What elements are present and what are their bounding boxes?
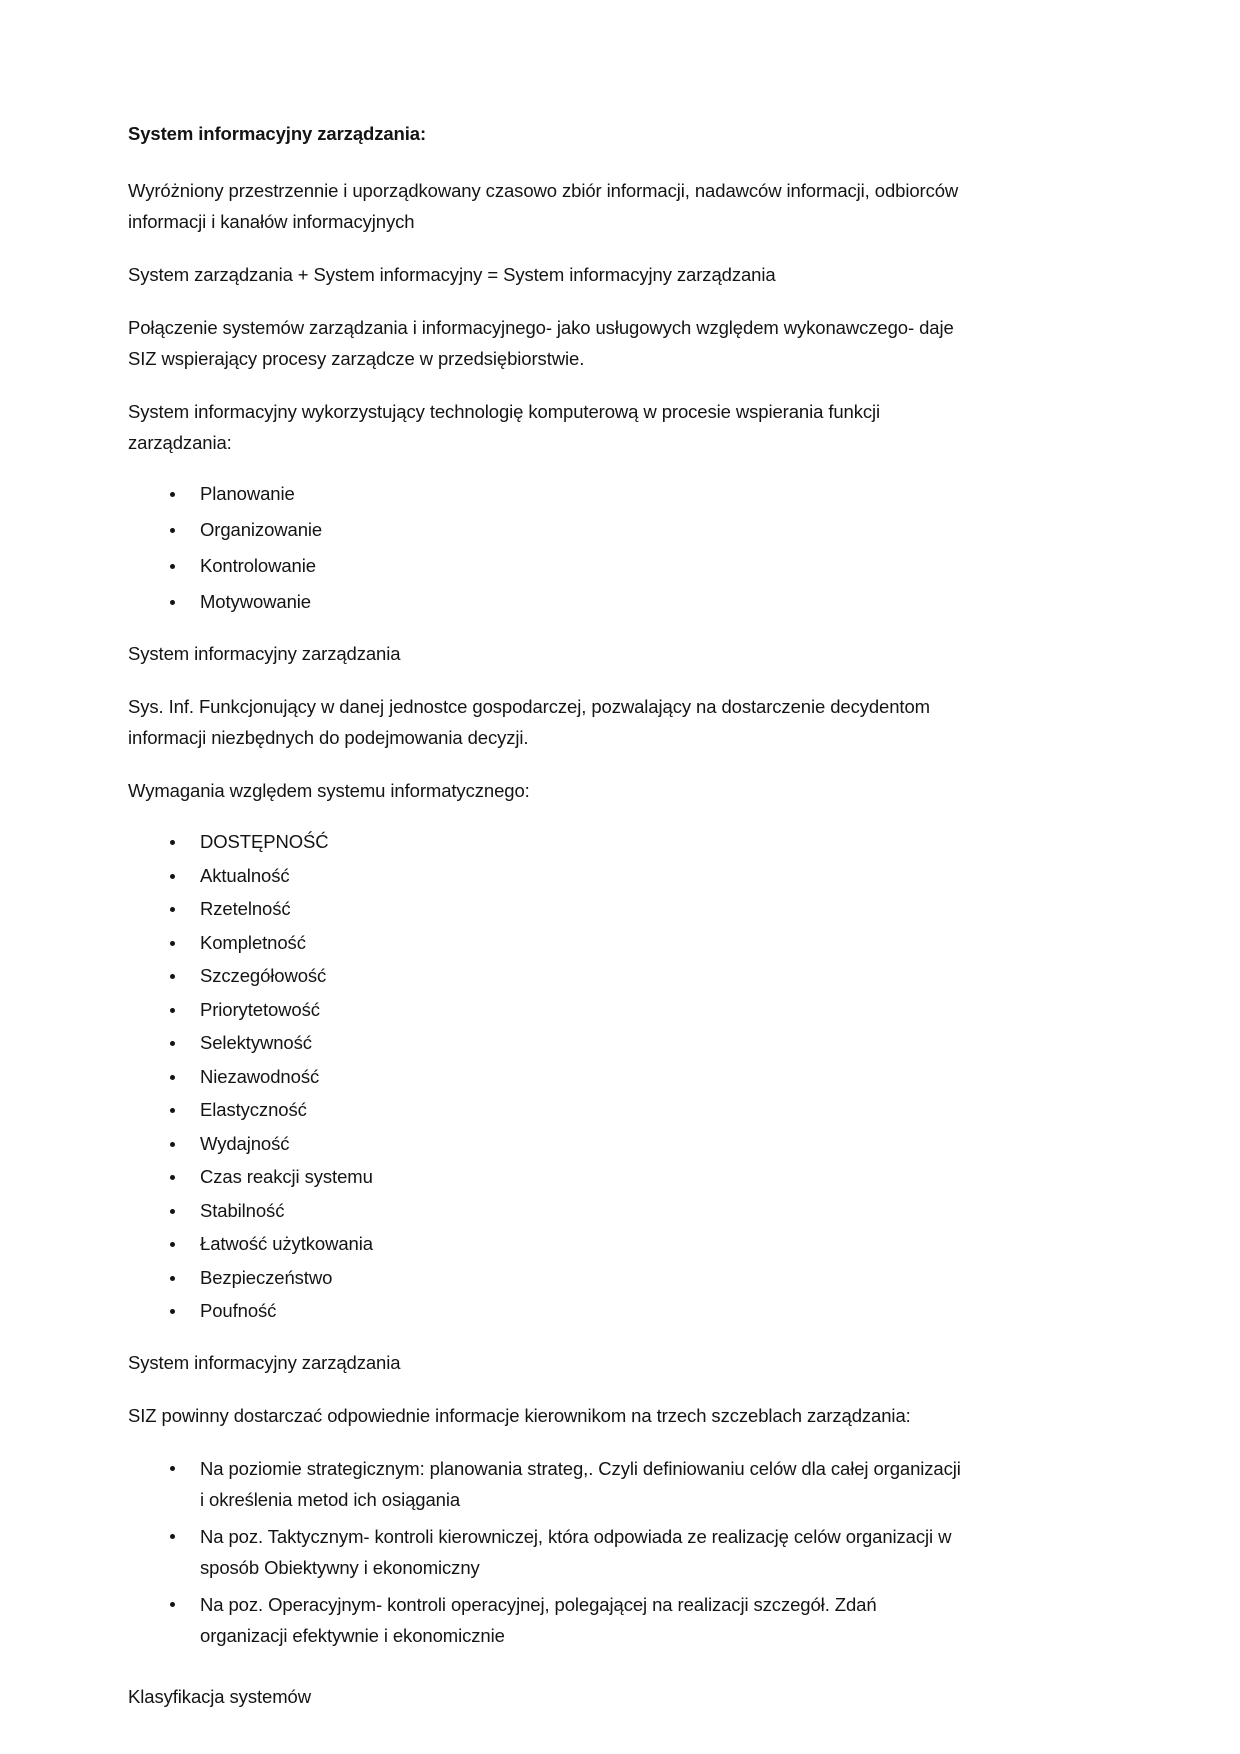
list-item: Elastyczność bbox=[128, 1096, 968, 1124]
requirements-list bbox=[128, 828, 968, 1325]
list-item: Czas reakcji systemu bbox=[128, 1163, 968, 1191]
list-item: Łatwość użytkowania bbox=[128, 1230, 968, 1258]
list-item: Organizowanie bbox=[128, 516, 968, 544]
list-item: Poufność bbox=[128, 1297, 968, 1325]
list-item: Selektywność bbox=[128, 1029, 968, 1057]
list-item: Aktualność bbox=[128, 862, 968, 890]
management-functions-list bbox=[128, 480, 968, 616]
list-item: DOSTĘPNOŚĆ bbox=[128, 828, 968, 856]
list-item: Na poz. Taktycznym- kontroli kierowniczej, która odpowiada ze realizację celów organizacji w sposób Obiektywny i ekonomiczny bbox=[128, 1521, 968, 1583]
list-item: Priorytetowość bbox=[128, 996, 968, 1024]
connection-paragraph: Połączenie systemów zarządzania i informacyjnego- jako usługowych względem wykonawczego- daje SIZ wspierający procesy zarządcze w przedsiębiorstwie. bbox=[128, 317, 954, 369]
list-item: Na poziomie strategicznym: planowania strateg,. Czyli definiowaniu celów dla całej organizacji i określenia metod ich osiągania bbox=[128, 1453, 968, 1515]
list-item: Rzetelność bbox=[128, 895, 968, 923]
list-item: Niezawodność bbox=[128, 1063, 968, 1091]
management-levels-list bbox=[128, 1453, 968, 1651]
levels-intro-paragraph: SIZ powinny dostarczać odpowiednie informacje kierownikom na trzech szczeblach zarządzania: bbox=[128, 1404, 911, 1426]
spacer bbox=[128, 1673, 968, 1681]
requirements-heading: Wymagania względem systemu informatycznego: bbox=[128, 780, 530, 801]
list-item: Na poz. Operacyjnym- kontroli operacyjnej, polegającej na realizacji szczegół. Zdań organizacji efektywnie i ekonomicznie bbox=[128, 1589, 968, 1651]
document-body bbox=[128, 118, 968, 1734]
list-item: Kontrolowanie bbox=[128, 552, 968, 580]
closing-paragraph: Klasyfikacja systemów bbox=[128, 1685, 311, 1707]
list-item: Wydajność bbox=[128, 1130, 968, 1158]
definition-paragraph: Wyróżniony przestrzennie i uporządkowany czasowo zbiór informacji, nadawców informacji, odbiorców informacji i kanałów informacyjnych bbox=[128, 180, 959, 232]
list-item: Stabilność bbox=[128, 1197, 968, 1225]
technology-intro-paragraph: System informacyjny wykorzystujący technologię komputerową w procesie wspierania funkcji zarządzania: bbox=[128, 401, 881, 453]
list-item: Motywowanie bbox=[128, 588, 968, 616]
equation-paragraph: System zarządzania + System informacyjny = System informacyjny zarządzania bbox=[128, 264, 776, 285]
list-item: Szczegółowość bbox=[128, 962, 968, 990]
list-item: Bezpieczeństwo bbox=[128, 1264, 968, 1292]
list-item: Kompletność bbox=[128, 929, 968, 957]
page-title: System informacyjny zarządzania: bbox=[128, 123, 427, 144]
siz-heading-second: System informacyjny zarządzania bbox=[128, 1351, 401, 1373]
siz-heading-first: System informacyjny zarządzania bbox=[128, 643, 401, 664]
list-item: Planowanie bbox=[128, 480, 968, 508]
siz-definition-paragraph: Sys. Inf. Funkcjonujący w danej jednostce gospodarczej, pozwalający na dostarczenie decydentom informacji niezbędnych do podejmowania decyzji. bbox=[128, 696, 930, 748]
